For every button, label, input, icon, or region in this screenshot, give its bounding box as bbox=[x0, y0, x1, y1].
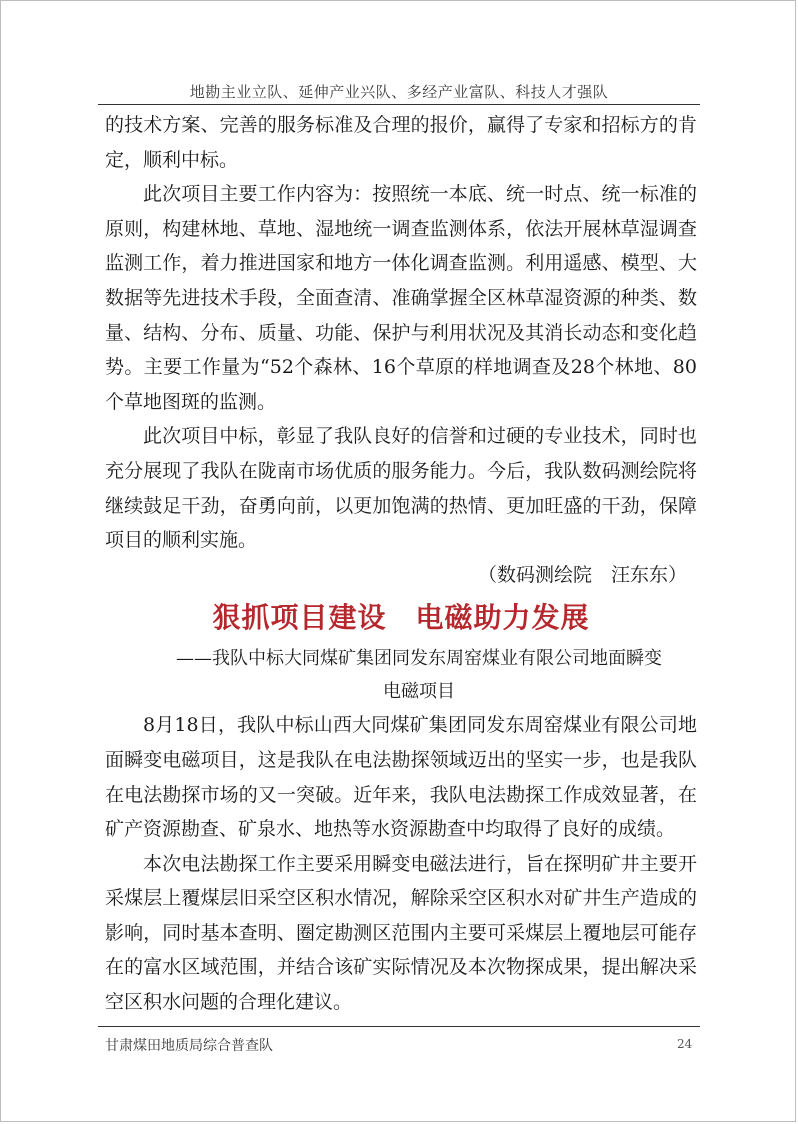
article2-subtitle-line2: 电磁项目 bbox=[383, 681, 455, 703]
article1-paragraph-3: 此次项目中标，彰显了我队良好的信誉和过硬的专业技术，同时也充分展现了我队在陇南市场优质的服务能力。今后，我队数码测绘院将继续鼓足干劲，奋勇向前，以更加饱满的热情、更加旺盛的干劲，保障项目的顺利实施。 bbox=[105, 425, 697, 552]
article1-signature: （数码测绘院 汪东东） bbox=[477, 563, 687, 586]
article2-paragraph-1: 8月18日，我队中标山西大同煤矿集团同发东周窑煤业有限公司地面瞬变电磁项目，这是我队在电法勘探领域迈出的坚实一步，也是我队在电法勘探市场的又一突破。近年来，我队电法勘探工作成效显著，在矿产资源勘查、矿泉水、地热等水资源勘查中均取得了良好的成绩。 bbox=[105, 714, 697, 841]
article2-paragraph-2: 本次电法勘探工作主要采用瞬变电磁法进行，旨在探明矿井主要开采煤层上覆煤层旧采空区积水情况，解除采空区积水对矿井生产造成的影响，同时基本查明、圈定勘测区范围内主要可采煤层上覆地层可能存在的富水区域范围，并结合该矿实际情况及本次物探成果，提出解决采空区积水问题的合理化建议。 bbox=[105, 852, 697, 1014]
article1-paragraph-continued: 的技术方案、完善的服务标准及合理的报价，赢得了专家和招标方的肯定，顺利中标。 bbox=[105, 114, 697, 171]
page-body bbox=[105, 108, 697, 1020]
footer-rule bbox=[98, 1026, 700, 1027]
header-rule bbox=[98, 104, 700, 105]
article1-paragraph-2: 此次项目主要工作内容为：按照统一本底、统一时点、统一标准的原则，构建林地、草地、湿地统一调查监测体系，依法开展林草湿调查监测工作，着力推进国家和地方一体化调查监测。利用遥感、模型、大数据等先进技术手段，全面查清、准确掌握全区林草湿资源的种类、数量、结构、分布、质量、功能、保护与利用状况及其消长动态和变化趋势。主要工作量为“52个森林、16个草原的样地调查及28个林地、80个草地图斑的监测。 bbox=[105, 183, 697, 413]
page-number: 24 bbox=[677, 1037, 693, 1051]
article2-title: 狠抓项目建设 电磁助力发展 bbox=[212, 601, 590, 635]
running-header: 地勘主业立队、延伸产业兴队、多经产业富队、科技人才强队 bbox=[189, 83, 609, 101]
article2-subtitle-line1: ——我队中标大同煤矿集团同发东周窑煤业有限公司地面瞬变 bbox=[176, 648, 662, 670]
footer-organization: 甘肃煤田地质局综合普查队 bbox=[105, 1038, 273, 1054]
